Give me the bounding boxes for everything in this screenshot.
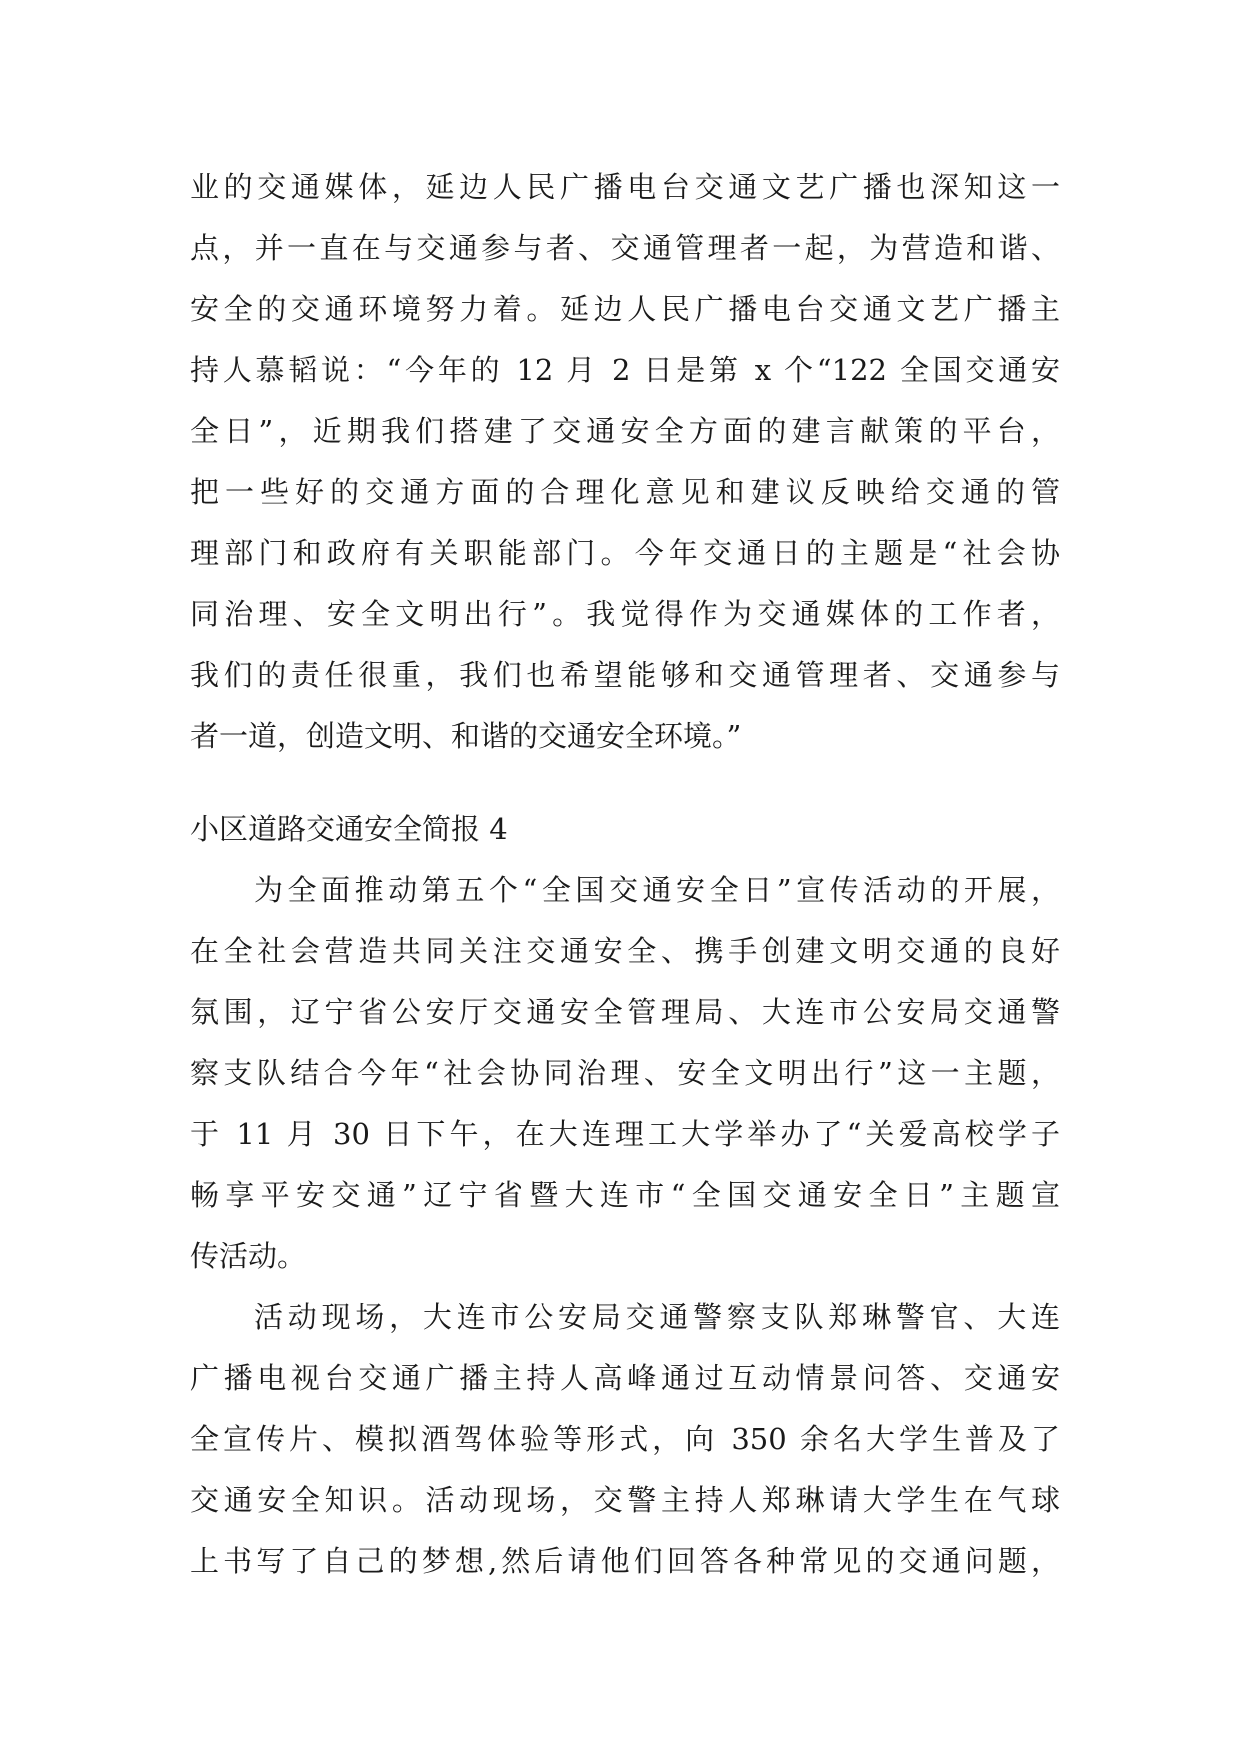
text-line: 全宣传片、模拟酒驾体验等形式，向 350 余名大学生普及了: [190, 1422, 1060, 1456]
text-line: 我们的责任很重，我们也希望能够和交通管理者、交通参与: [190, 658, 1060, 692]
text-line: 安全的交通环境努力着。延边人民广播电台交通文艺广播主: [190, 292, 1060, 326]
text-line: 活动现场，大连市公安局交通警察支队郑琳警官、大连: [254, 1300, 1060, 1334]
text-line: 全日”，近期我们搭建了交通安全方面的建言献策的平台，: [190, 414, 1060, 448]
text-line: 者一道，创造文明、和谐的交通安全环境。”: [190, 719, 742, 753]
text-line: 理部门和政府有关职能部门。今年交通日的主题是“社会协: [190, 536, 1060, 570]
text-line: 传活动。: [190, 1239, 307, 1273]
text-line: 交通安全知识。活动现场，交警主持人郑琳请大学生在气球: [190, 1483, 1060, 1517]
text-line: 点，并一直在与交通参与者、交通管理者一起，为营造和谐、: [190, 231, 1060, 265]
section-heading: 小区道路交通安全简报 4: [190, 812, 508, 846]
text-line: 察支队结合今年“社会协同治理、安全文明出行”这一主题，: [190, 1056, 1060, 1090]
text-line: 畅享平安交通”辽宁省暨大连市“全国交通安全日”主题宣: [190, 1178, 1060, 1212]
text-line: 在全社会营造共同关注交通安全、携手创建文明交通的良好: [190, 934, 1060, 968]
text-line: 氛围，辽宁省公安厅交通安全管理局、大连市公安局交通警: [190, 995, 1060, 1029]
text-line: 把一些好的交通方面的合理化意见和建议反映给交通的管: [190, 475, 1060, 509]
text-line: 持人慕韬说：“今年的 12 月 2 日是第 x 个“122 全国交通安: [190, 353, 1060, 387]
text-line: 广播电视台交通广播主持人高峰通过互动情景问答、交通安: [190, 1361, 1060, 1395]
text-line: 为全面推动第五个“全国交通安全日”宣传活动的开展，: [254, 873, 1060, 907]
text-line: 业的交通媒体，延边人民广播电台交通文艺广播也深知这一: [190, 170, 1060, 204]
text-line: 同治理、安全文明出行”。我觉得作为交通媒体的工作者，: [190, 597, 1060, 631]
text-line: 于 11 月 30 日下午，在大连理工大学举办了“关爱高校学子: [190, 1117, 1060, 1151]
text-line: 上书写了自己的梦想,然后请他们回答各种常见的交通问题，: [190, 1544, 1060, 1578]
